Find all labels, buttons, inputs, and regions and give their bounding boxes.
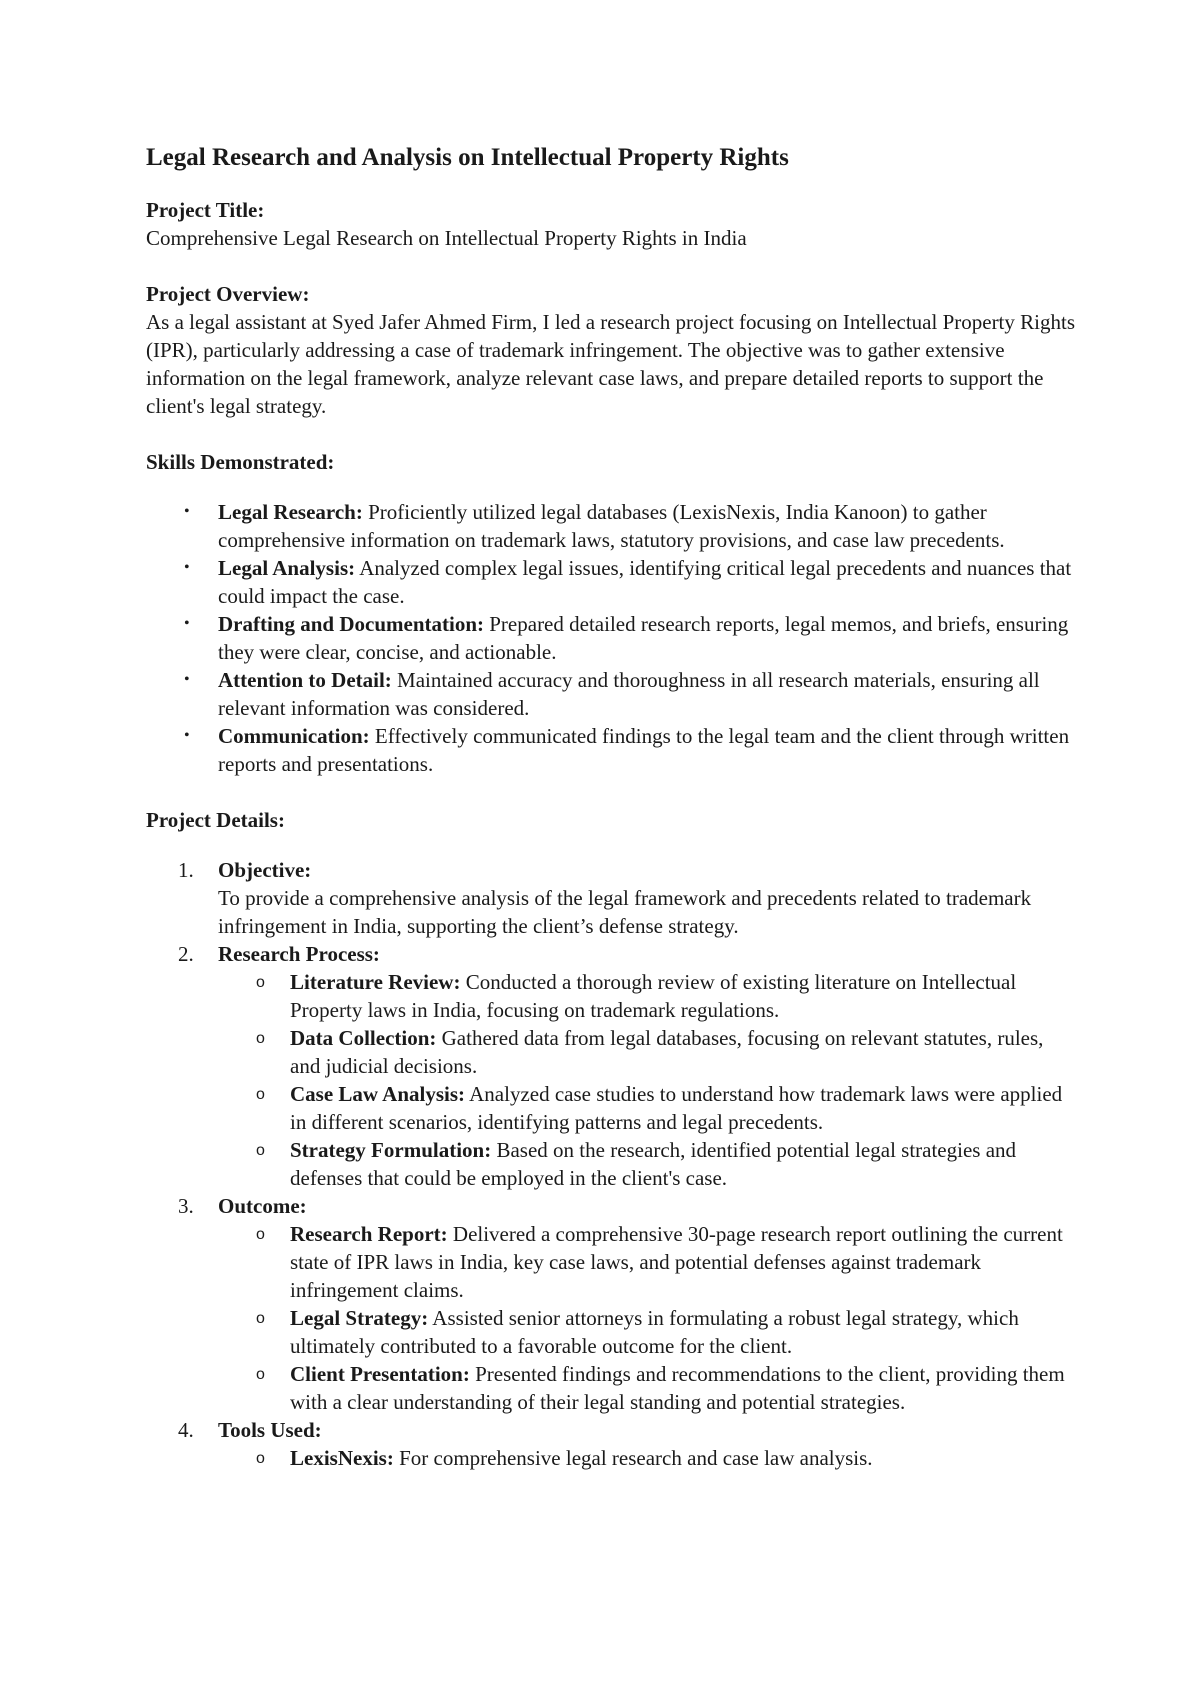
detail-step (146, 1192, 1076, 1416)
detail-step (146, 940, 1076, 1192)
circle-bullet-icon: o (256, 1142, 265, 1159)
skill-item (146, 610, 1076, 666)
step-text: To provide a comprehensive analysis of the legal framework and precedents related to trademark infringement in India, supporting the client’s defense strategy. (218, 886, 1032, 938)
sub-label: Client Presentation: (290, 1362, 470, 1386)
skill-item (146, 498, 1076, 554)
sub-label: Strategy Formulation: (290, 1138, 492, 1162)
bullet-icon: • (184, 615, 190, 632)
sub-label: Case Law Analysis: (290, 1082, 466, 1106)
bullet-icon: • (184, 671, 190, 688)
project-details-heading: Project Details: (146, 808, 285, 832)
sub-text: Delivered a comprehensive 30-page research report outlining the current state of IPR laws in India, key case laws, and potential defenses against trademark infringement claims. (290, 1222, 1063, 1302)
detail-step (146, 856, 1076, 940)
skill-item (146, 666, 1076, 722)
sub-item (218, 1024, 1076, 1080)
sub-item (218, 1080, 1076, 1136)
skills-list (146, 498, 1076, 778)
skill-text: Proficiently utilized legal databases (LexisNexis, India Kanoon) to gather comprehensive information on trademark laws, statutory provisions, and case law precedents. (218, 500, 1005, 552)
bullet-icon: • (184, 727, 190, 744)
document-page (146, 142, 1076, 1472)
sub-item (218, 1444, 1076, 1472)
circle-bullet-icon: o (256, 1030, 265, 1047)
circle-bullet-icon: o (256, 974, 265, 991)
detail-step (146, 1416, 1076, 1472)
sub-text: Analyzed case studies to understand how trademark laws were applied in different scenarios, identifying patterns and legal precedents. (290, 1082, 1063, 1134)
sub-label: Data Collection: (290, 1026, 437, 1050)
skill-item (146, 554, 1076, 610)
step-number: 1. (178, 858, 194, 882)
step-number: 2. (178, 942, 194, 966)
sub-item (218, 1136, 1076, 1192)
step-label: Objective: (218, 858, 312, 882)
circle-bullet-icon: o (256, 1310, 265, 1327)
step-label: Research Process: (218, 942, 380, 966)
circle-bullet-icon: o (256, 1366, 265, 1383)
project-overview-text: As a legal assistant at Syed Jafer Ahmed Firm, I led a research project focusing on Intellectual Property Rights (IPR), particularly addressing a case of trademark infringement. The objective was to gather extensive information on the legal framework, analyze relevant case laws, and prepare detailed reports to support the client's legal strategy. (146, 310, 1075, 418)
document-title: Legal Research and Analysis on Intellectual Property Rights (146, 144, 789, 171)
sub-item (218, 1360, 1076, 1416)
project-overview-section (146, 280, 1076, 420)
project-title-value: Comprehensive Legal Research on Intellectual Property Rights in India (146, 226, 747, 250)
sub-list (218, 1444, 1076, 1472)
skill-text: Effectively communicated findings to the legal team and the client through written reports and presentations. (218, 724, 1070, 776)
step-number: 3. (178, 1194, 194, 1218)
project-title-section (146, 196, 1076, 252)
skill-item (146, 722, 1076, 778)
skill-text: Prepared detailed research reports, legal memos, and briefs, ensuring they were clear, concise, and actionable. (218, 612, 1069, 664)
sub-list (218, 968, 1076, 1192)
skills-section (146, 448, 1076, 778)
sub-label: Legal Strategy: (290, 1306, 429, 1330)
sub-text: Gathered data from legal databases, focusing on relevant statutes, rules, and judicial decisions. (290, 1026, 1044, 1078)
circle-bullet-icon: o (256, 1226, 265, 1243)
sub-item (218, 1220, 1076, 1304)
step-number: 4. (178, 1418, 194, 1442)
project-overview-label: Project Overview: (146, 282, 310, 306)
skill-label: Attention to Detail: (218, 668, 392, 692)
sub-text: For comprehensive legal research and case law analysis. (393, 1446, 873, 1470)
skill-text: Maintained accuracy and thoroughness in all research materials, ensuring all relevant information was considered. (218, 668, 1040, 720)
sub-text: Conducted a thorough review of existing literature on Intellectual Property laws in India, focusing on trademark regulations. (290, 970, 1017, 1022)
project-title-label: Project Title: (146, 198, 265, 222)
step-label: Outcome: (218, 1194, 307, 1218)
circle-bullet-icon: o (256, 1450, 265, 1467)
sub-label: LexisNexis: (290, 1446, 394, 1470)
step-label: Tools Used: (218, 1418, 322, 1442)
sub-text: Based on the research, identified potential legal strategies and defenses that could be employed in the client's case. (290, 1138, 1017, 1190)
sub-list (218, 1220, 1076, 1416)
sub-item (218, 968, 1076, 1024)
sub-label: Research Report: (290, 1222, 448, 1246)
skill-label: Communication: (218, 724, 370, 748)
bullet-icon: • (184, 503, 190, 520)
sub-item (218, 1304, 1076, 1360)
project-details-section (146, 806, 1076, 1472)
sub-text: Presented findings and recommendations to the client, providing them with a clear understanding of their legal standing and potential strategies. (290, 1362, 1065, 1414)
skill-label: Legal Analysis: (218, 556, 356, 580)
skill-text: Analyzed complex legal issues, identifying critical legal precedents and nuances that could impact the case. (218, 556, 1072, 608)
bullet-icon: • (184, 559, 190, 576)
sub-text: Assisted senior attorneys in formulating a robust legal strategy, which ultimately contributed to a favorable outcome for the client. (290, 1306, 1019, 1358)
skill-label: Drafting and Documentation: (218, 612, 484, 636)
circle-bullet-icon: o (256, 1086, 265, 1103)
skills-heading: Skills Demonstrated: (146, 450, 335, 474)
project-details-list (146, 856, 1076, 1472)
skill-label: Legal Research: (218, 500, 363, 524)
sub-label: Literature Review: (290, 970, 461, 994)
